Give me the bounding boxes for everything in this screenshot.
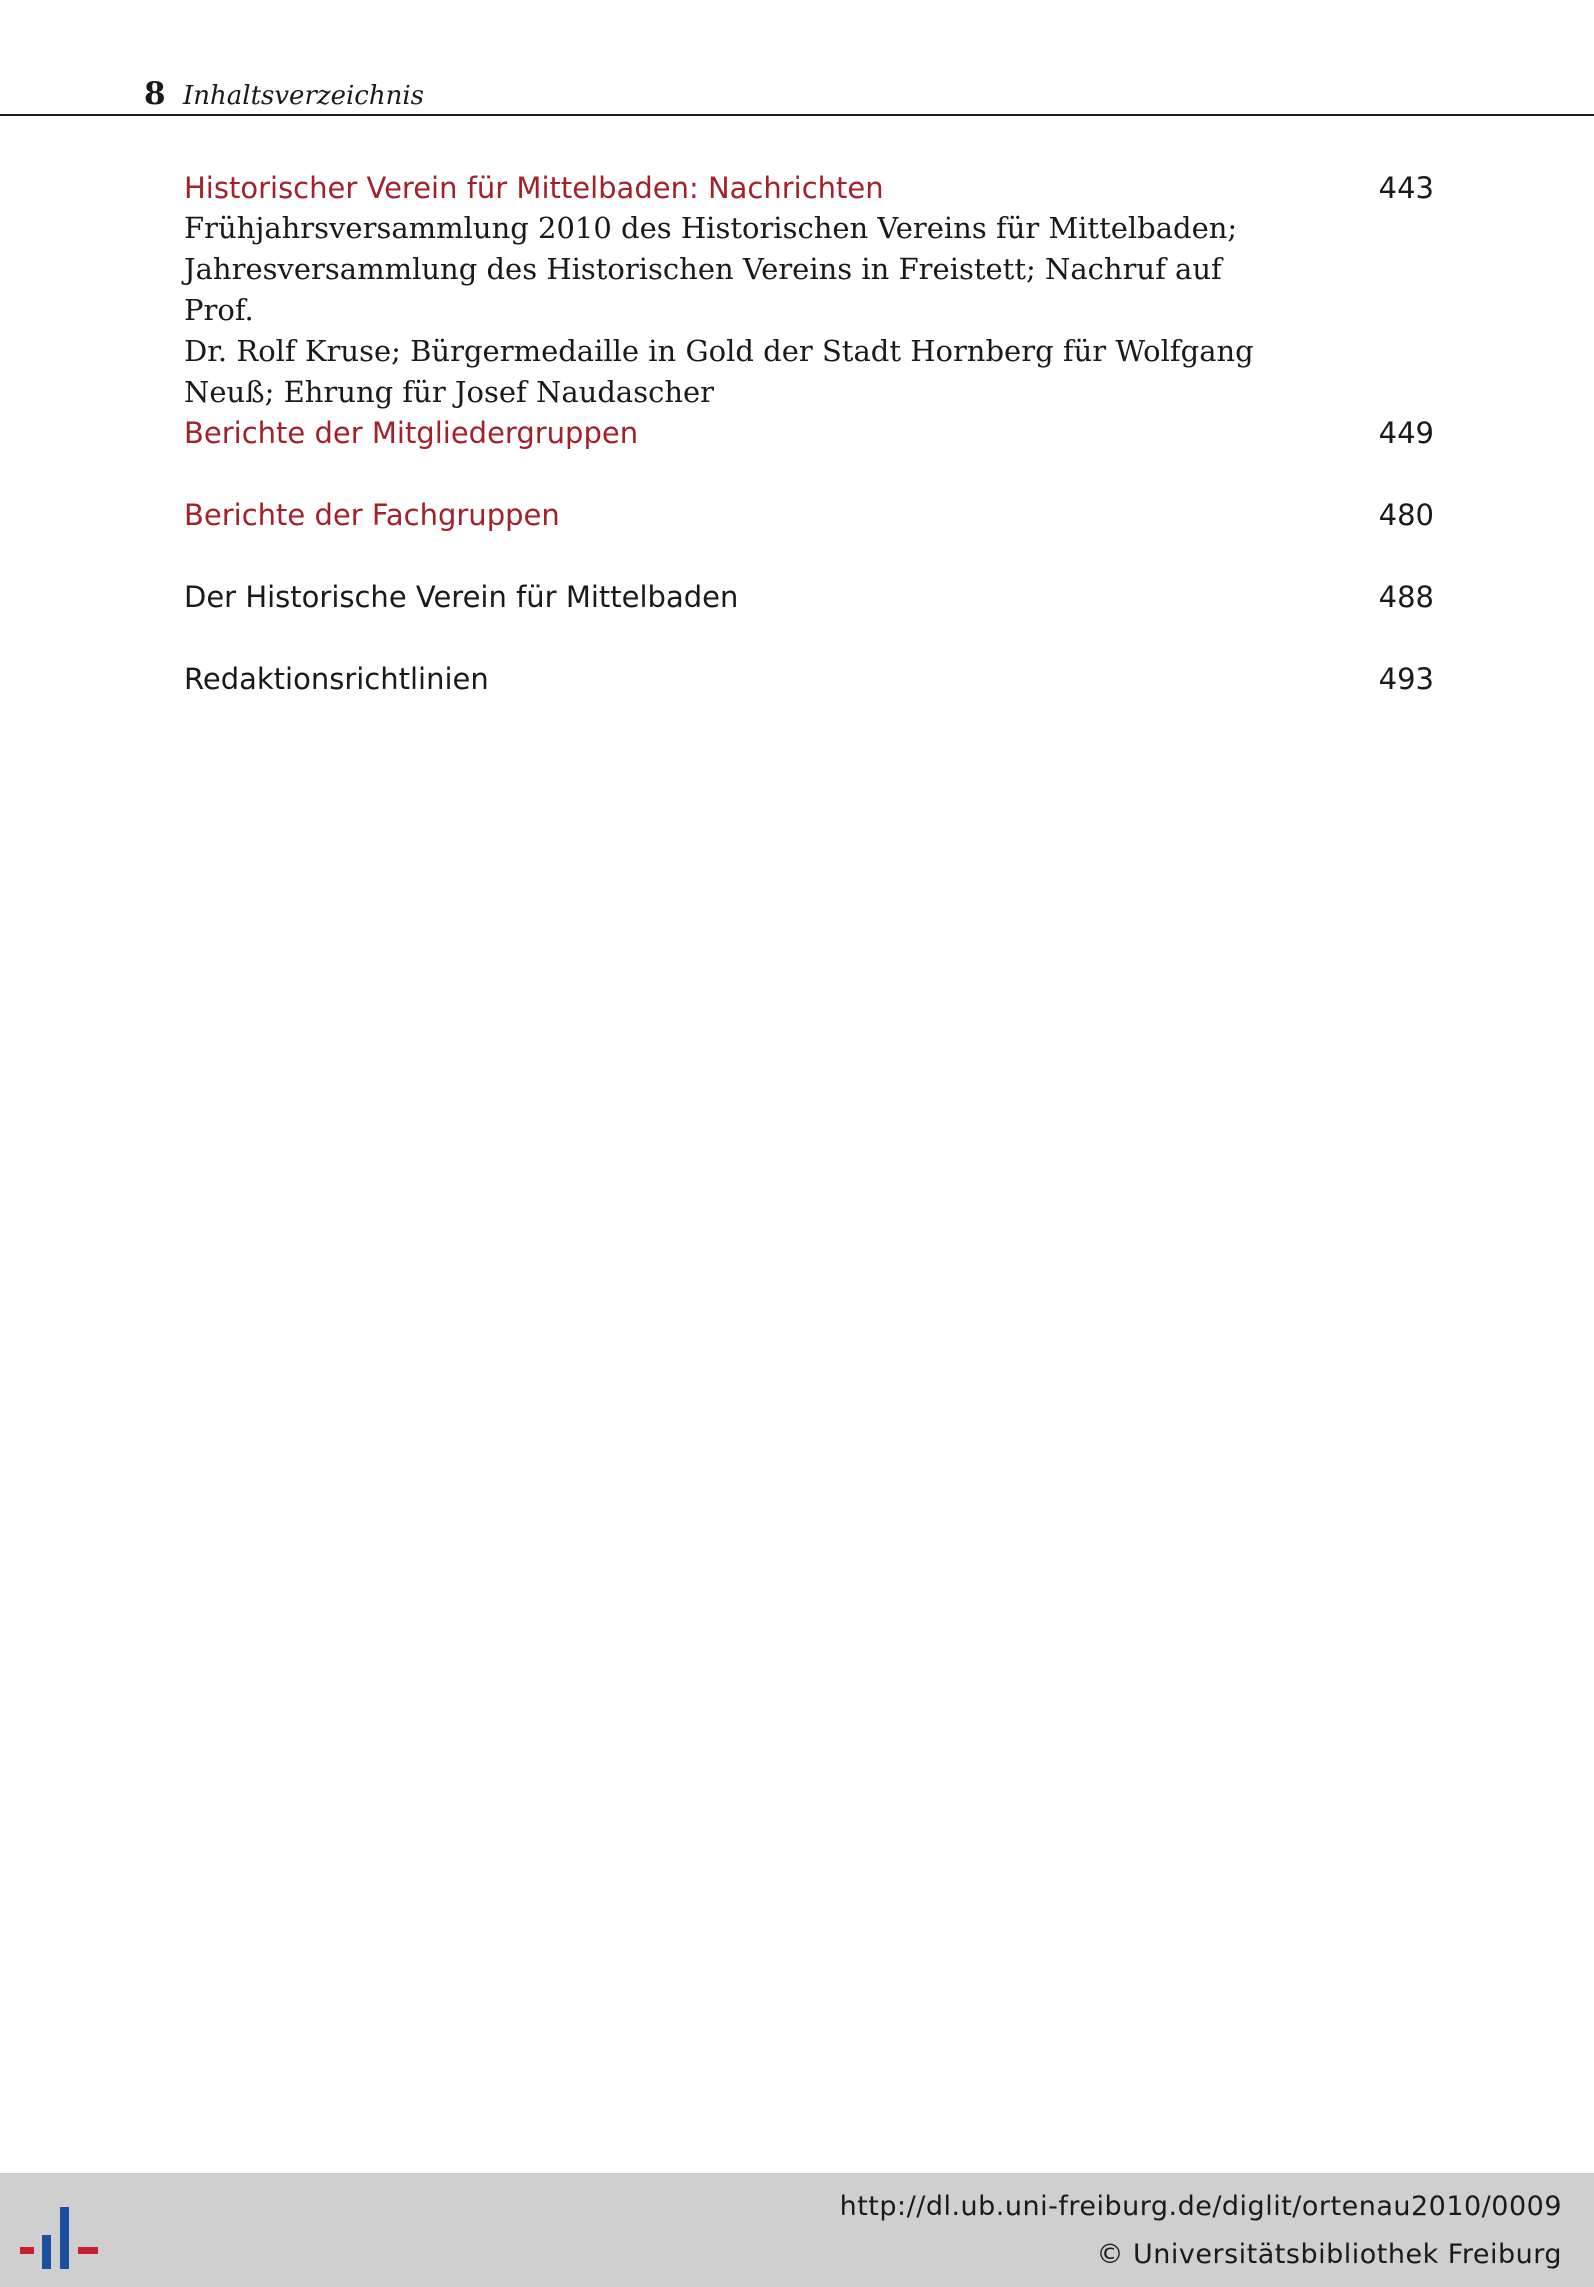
page-header — [0, 0, 1594, 116]
toc-description-line: Jahresversammlung des Historischen Vereins in Freistett; Nachruf auf Prof. — [184, 252, 1222, 327]
toc-entry-page: 488 — [1378, 580, 1434, 614]
toc-description-line: Frühjahrsversammlung 2010 des Historischen Vereins für Mittelbaden; — [184, 211, 1238, 245]
page-number: 8 — [144, 76, 166, 112]
toc-entry-page: 443 — [1378, 171, 1434, 205]
footer-copyright: © Universitätsbibliothek Freiburg — [1096, 2239, 1562, 2270]
library-logo-icon — [20, 2195, 100, 2275]
toc-entry-title[interactable]: Redaktionsrichtlinien — [184, 662, 489, 696]
toc-entry-page: 480 — [1378, 498, 1434, 532]
toc-entry-title[interactable]: Historischer Verein für Mittelbaden: Nachrichten — [184, 171, 884, 205]
toc-entry-page: 449 — [1378, 416, 1434, 450]
toc-entry-title[interactable]: Berichte der Mitgliedergruppen — [184, 416, 639, 450]
toc-entry-title[interactable]: Berichte der Fachgruppen — [184, 498, 560, 532]
running-title: Inhaltsverzeichnis — [183, 81, 424, 111]
footer-url-link[interactable]: http://dl.ub.uni-freiburg.de/diglit/ortenau2010/0009 — [839, 2191, 1562, 2222]
toc-entry-description — [184, 208, 1264, 413]
toc-entry-page: 493 — [1378, 662, 1434, 696]
toc-description-line: Neuß; Ehrung für Josef Naudascher — [184, 375, 715, 409]
toc-description-line: Dr. Rolf Kruse; Bürgermedaille in Gold der Stadt Hornberg für Wolfgang — [184, 334, 1254, 368]
toc-entry-title[interactable]: Der Historische Verein für Mittelbaden — [184, 580, 739, 614]
footer-bar — [0, 2173, 1594, 2287]
